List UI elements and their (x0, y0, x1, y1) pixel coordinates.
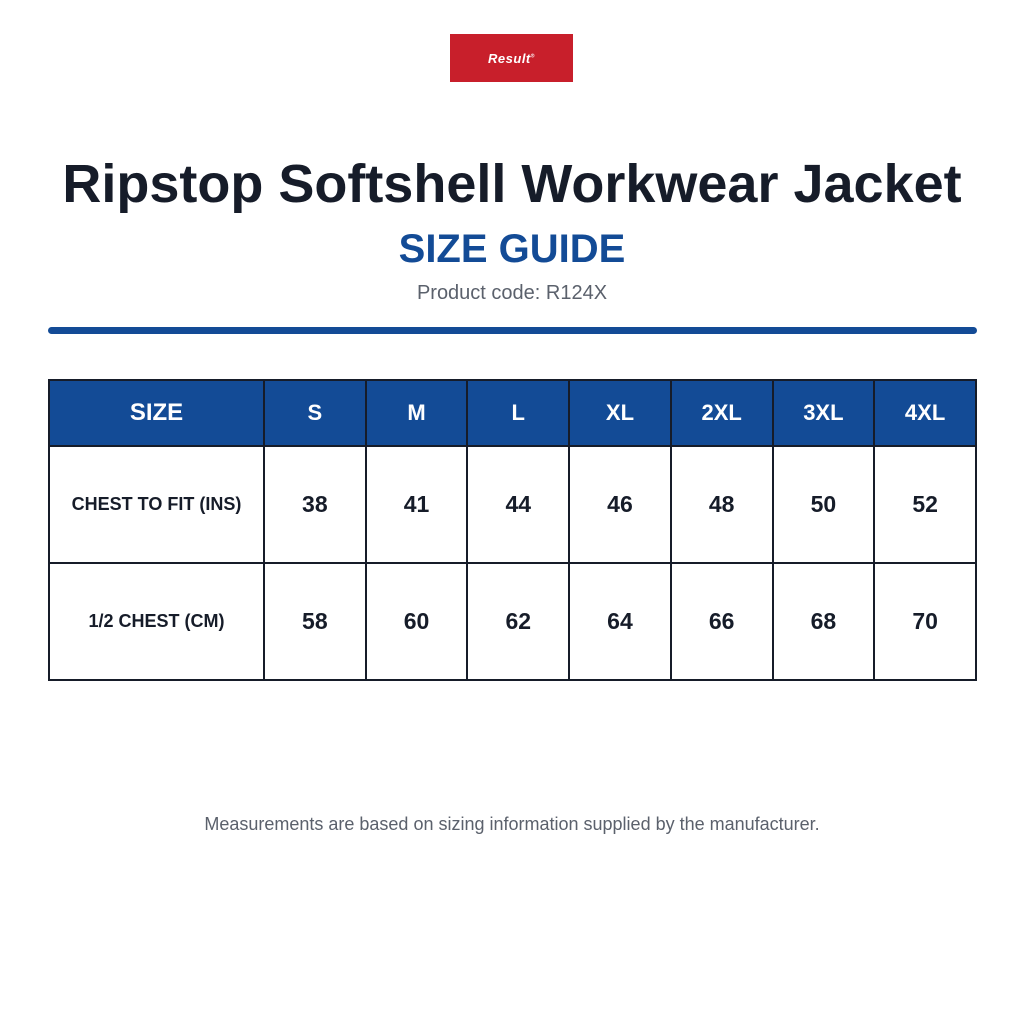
table-row (49, 563, 976, 680)
table-header-cell: 4XL (874, 380, 976, 446)
table-cell: 52 (874, 446, 976, 563)
page-title: Ripstop Softshell Workwear Jacket (62, 154, 962, 214)
table-cell: 58 (264, 563, 366, 680)
table-cell: 60 (366, 563, 468, 680)
table-cell: 64 (569, 563, 671, 680)
table-cell: 48 (671, 446, 773, 563)
row-label: CHEST TO FIT (INS) (49, 446, 264, 563)
table-cell: 66 (671, 563, 773, 680)
size-table (48, 379, 977, 681)
table-row (49, 446, 976, 563)
brand-logo-text: Result® (488, 50, 535, 66)
table-cell: 46 (569, 446, 671, 563)
table-header-cell: XL (569, 380, 671, 446)
product-code: Product code: R124X (416, 282, 608, 304)
table-header-cell: S (264, 380, 366, 446)
table-cell: 68 (773, 563, 875, 680)
table-header-cell: SIZE (49, 380, 264, 446)
table-header-cell: 3XL (773, 380, 875, 446)
table-cell: 44 (467, 446, 569, 563)
table-header-cell: 2XL (671, 380, 773, 446)
table-cell: 70 (874, 563, 976, 680)
table-header-cell: L (467, 380, 569, 446)
table-cell: 62 (467, 563, 569, 680)
table-cell: 38 (264, 446, 366, 563)
page-subtitle: SIZE GUIDE (398, 227, 626, 271)
footnote: Measurements are based on sizing information supplied by the manufacturer. (204, 814, 820, 834)
table-header-cell: M (366, 380, 468, 446)
table-header-row (49, 380, 976, 446)
header-divider (48, 327, 977, 334)
row-label: 1/2 CHEST (CM) (49, 563, 264, 680)
table-cell: 50 (773, 446, 875, 563)
table-cell: 41 (366, 446, 468, 563)
brand-logo (450, 34, 573, 82)
